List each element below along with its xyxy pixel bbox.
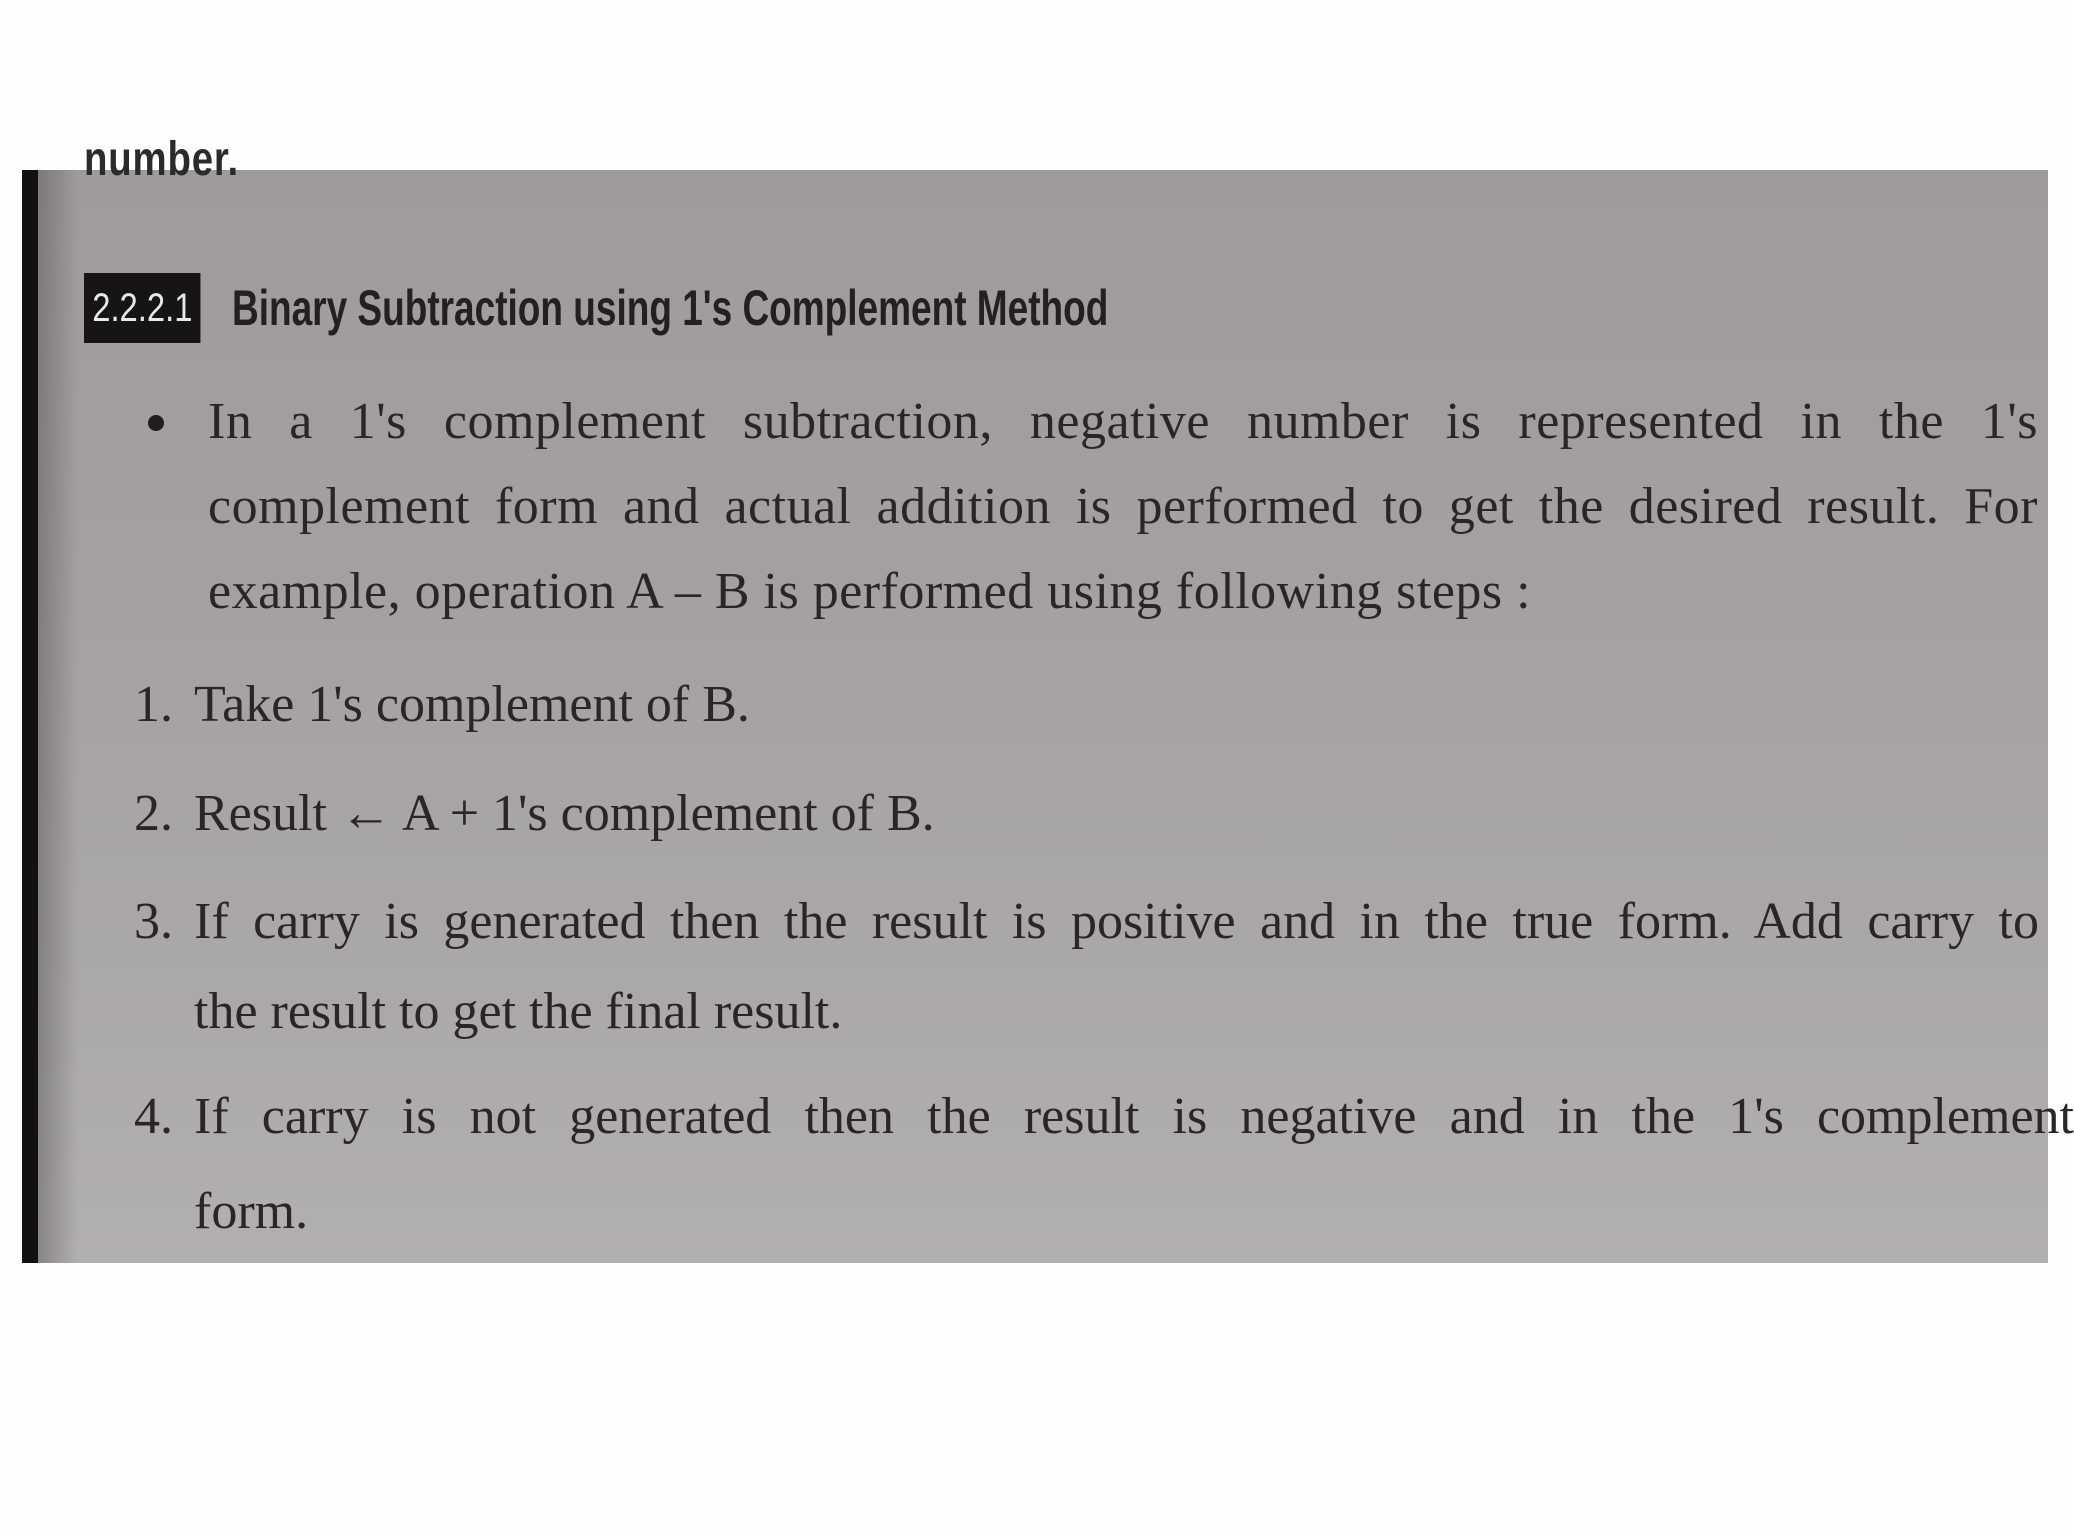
step-1-text: Take 1's complement of B. bbox=[194, 676, 750, 733]
book-page-photo bbox=[22, 133, 2074, 1263]
section-heading bbox=[84, 265, 1417, 351]
step-3-text-line-2: the result to get the final result. bbox=[194, 983, 843, 1040]
page-shadow bbox=[38, 170, 78, 1263]
step-2-text: Result ← A + 1's complement of B. bbox=[194, 785, 935, 842]
bullet-line-1: In a 1's complement subtraction, negative number is represented in the 1's bbox=[208, 393, 2038, 450]
bullet-icon bbox=[148, 415, 164, 431]
step-3-text-line-1: If carry is generated then the result is positive and in the true form. Add carry to bbox=[194, 893, 2039, 950]
step-4-text-line-1: If carry is not generated then the result is negative and in the 1's complement bbox=[194, 1088, 2074, 1145]
section-number-badge: 2.2.2.1 bbox=[84, 273, 201, 343]
page-binding-edge bbox=[22, 170, 38, 1263]
step-2-number: 2. bbox=[134, 785, 173, 842]
bullet-line-2: complement form and actual addition is performed to get the desired result. For bbox=[208, 478, 2038, 535]
step-4-text-line-2: form. bbox=[194, 1183, 309, 1240]
step-1-number: 1. bbox=[134, 676, 173, 733]
step-4-number: 4. bbox=[134, 1088, 173, 1145]
cut-off-previous-text: number. bbox=[84, 133, 239, 186]
bullet-line-3: example, operation A – B is performed using following steps : bbox=[208, 563, 1532, 620]
section-title: Binary Subtraction using 1's Complement Method bbox=[232, 280, 1109, 336]
step-3-number: 3. bbox=[134, 893, 173, 950]
